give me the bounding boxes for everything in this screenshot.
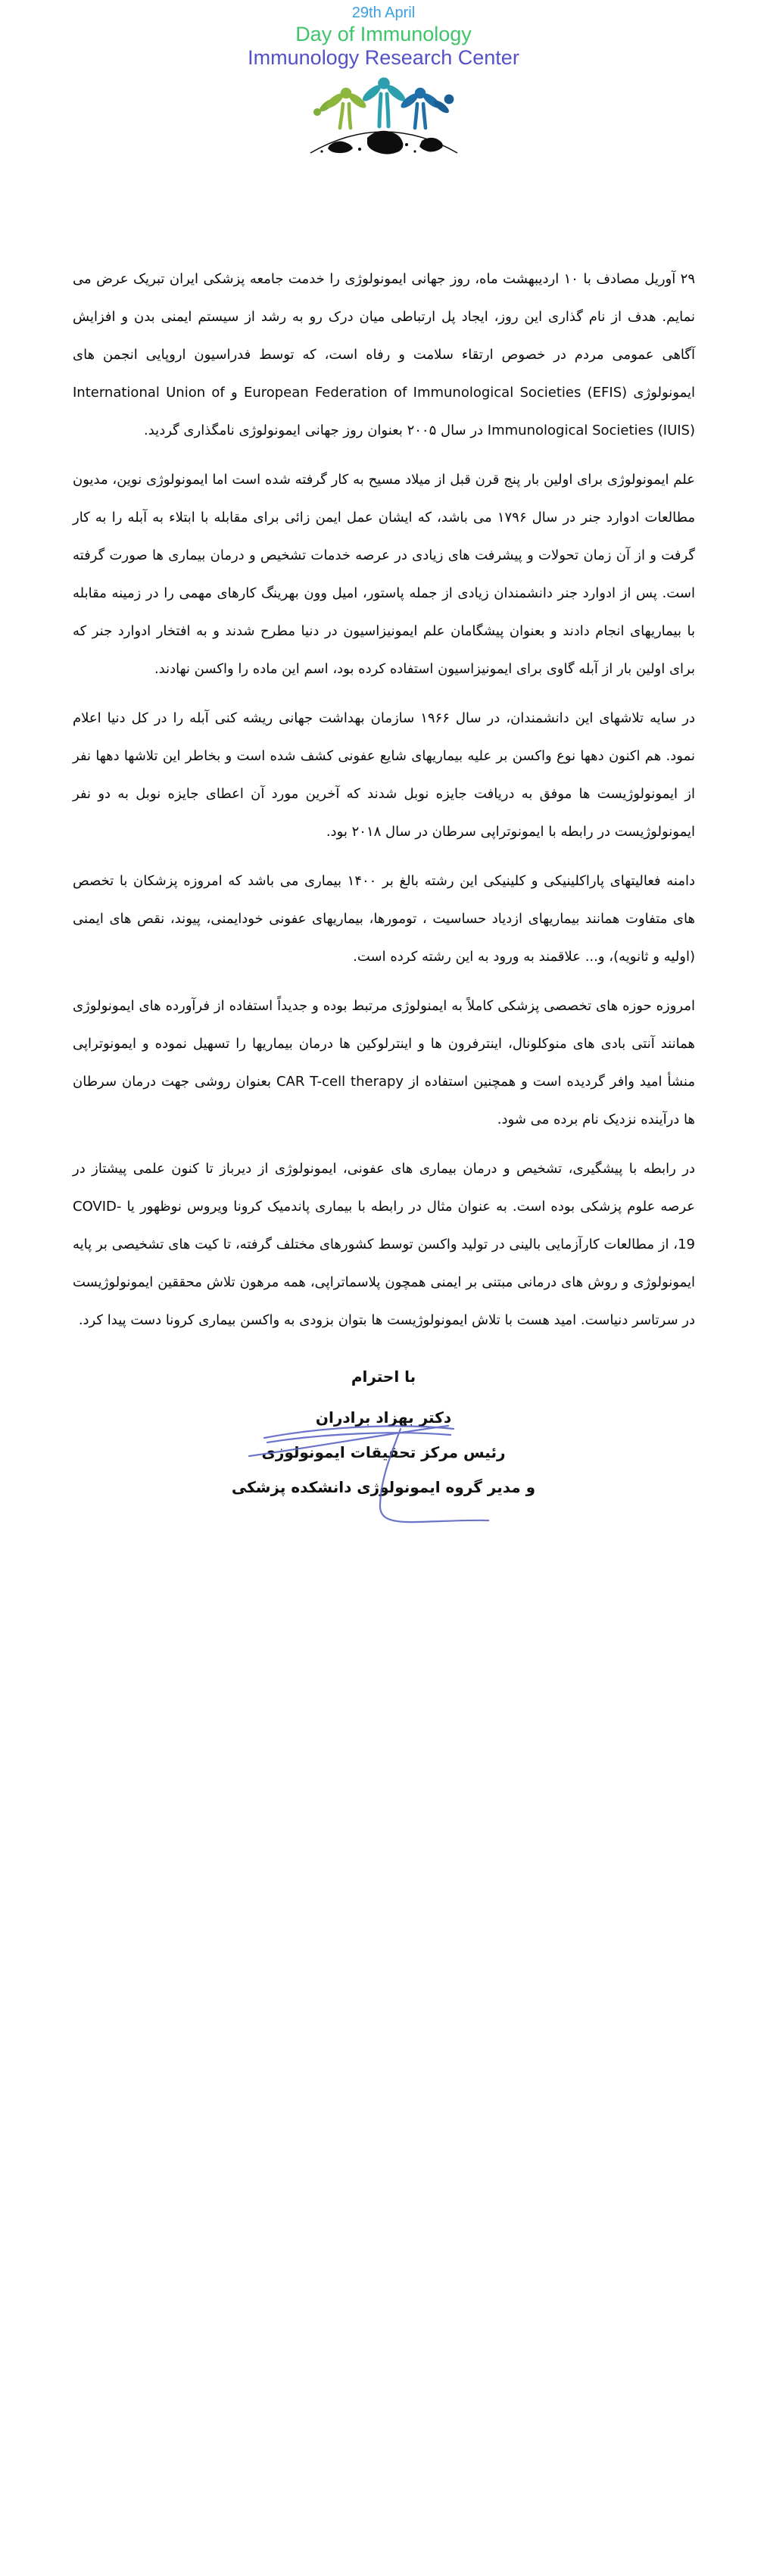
people-around-globe-logo [307, 73, 461, 162]
person-figure-green [323, 88, 368, 128]
signature-block [210, 1359, 558, 1505]
logo-container [0, 73, 767, 164]
body-paragraph: علم ایمونولوژی برای اولین بار پنج قرن قبل از میلاد مسیح به کار گرفته شده است اما ایمونولوژی نوین، مدیون مطالعات ادوارد جنر در سال ۱۷۹۶ می باشد، که ایشان عمل ایمن زائی برای مقابله با ابتلاء به آبله را به کار گرفت و از آن زمان تحولات و پیشرفت های زیادی در عرصه خدمات تشخیص و درمان بیماری ها صورت گرفته است. پس از ادوارد جنر دانشمندان زیادی از جمله پاستور، امیل وون بهرینگ کارهای مهمی را در زمینه مقابله با بیماریهای انجام دادند و بعنوان پیشگامان علم ایمونیزاسیون در دنیا مطرح شدند و به افتخار ادوارد جنر که برای اولین بار از آبله گاوی برای ایمونیزاسیون استفاده کرده بود، اسم این ماده را واکسن نهادند. [73, 472, 696, 678]
body-paragraph: در سایه تلاشهای این دانشمندان، در سال ۱۹۶۶ سازمان بهداشت جهانی ریشه کنی آبله را در کل دنیا اعلام نمود. هم اکنون دهها نوع واکسن بر علیه بیماریهای شایع عفونی کشف شده است و بخاطر این تلاشها دهها نفر از ایمونولوژیست ها موفق به دریافت جایزه نوبل شدند که آخرین مورد آن اعطای جایزه نوبل به دو نفر ایمونولوژیست در رابطه با ایمونوتراپی سرطان در سال ۲۰۱۸ بود. [73, 710, 695, 840]
body-paragraph: ۲۹ آوریل مصادف با ۱۰ اردیبهشت ماه، روز جهانی ایمونولوژی را خدمت جامعه پزشکی ایران تبریک عرض می نمایم. هدف از نام گذاری این روز، ایجاد پل ارتباطی میان درک رو به رشد از سیستم ایمنی بدن و افزایش آگاهی عمومی مردم در خصوص ارتقاء سلامت و رفاه است، که توسط فدراسیون اروپایی انجمن های ایمونولوژی (EFIS) European Federation of Immunological Societies و International Union of Immunological Societies (IUIS) در سال ۲۰۰۵ بعنوان روز جهانی ایمونولوژی نامگذاری گردید. [73, 271, 696, 439]
body-paragraph: در رابطه با پیشگیری، تشخیص و درمان بیماری های عفونی، ایمونولوژی از دیرباز تا کنون علمی پیشتاز در عرصه علوم پزشکی بوده است. به عنوان مثال در رابطه با بیماری پاندمیک کرونا ویروس نوظهور یا COVID-19، از مطالعات کارآزمایی بالینی در تولید واکسن توسط کشورهای مختلف گرفته، تا کیت های تشخیصی بر پایه ایمونولوژی و روش های درمانی مبتنی بر ایمنی همچون پلاسماتراپی، همه مرهون تلاش محققین ایمونولوژیست در سرتاسر دنیاست. امید هست با تلاش ایمونولوژیست ها بتوان بزودی به واکسن بیماری کرونا دست پیدا کرد. [73, 1161, 695, 1329]
header-date: 29th April [351, 5, 416, 21]
person-figure-blue [398, 88, 442, 128]
letter-body [73, 260, 695, 1339]
signatory-role-2: و مدیر گروه ایمونولوژی دانشکده پزشکی [231, 1478, 536, 1497]
globe-icon [310, 131, 457, 154]
signatory-name: دکتر بهزاد برادران [315, 1408, 452, 1427]
header-title: Day of Immunology [295, 22, 472, 45]
signature-salutation: با احترام [351, 1368, 416, 1386]
person-figure-teal [360, 78, 407, 127]
person-figure-accent-right [432, 95, 454, 116]
letter-header [0, 0, 767, 70]
body-paragraph: دامنه فعالیتهای پاراکلینیکی و کلینیکی این رشته بالغ بر ۱۴۰۰ بیماری می باشد که امروزه پزشکان با تخصص های متفاوت همانند بیماریهای ازدیاد حساسیت ، تومورها، بیماریهای عفونی خودایمنی، پیوند، نقص های ایمنی (اولیه و ثانویه)، و... علاقمند به ورود به این رشته کرده است. [73, 873, 695, 965]
body-paragraph: امروزه حوزه های تخصصی پزشکی کاملاً به ایمنولوژی مرتبط بوده و جدیداً استفاده از فرآورده های ایمونولوژی همانند آنتی بادی های منوکلونال، اینترفرون ها و اینترلوکین ها درمان بیماریها را تسهیل نموده و ایمونوتراپی منشأ امید وافر گردیده است و همچنین استفاده از CAR T-cell therapy بعنوان روشی جهت درمان سرطان ها درآینده نزدیک نام برده می شود. [73, 998, 695, 1128]
signatory-role-1: رئیس مرکز تحقیقات ایمونولوژی [261, 1443, 506, 1462]
header-org-name: Immunology Research Center [248, 46, 519, 70]
